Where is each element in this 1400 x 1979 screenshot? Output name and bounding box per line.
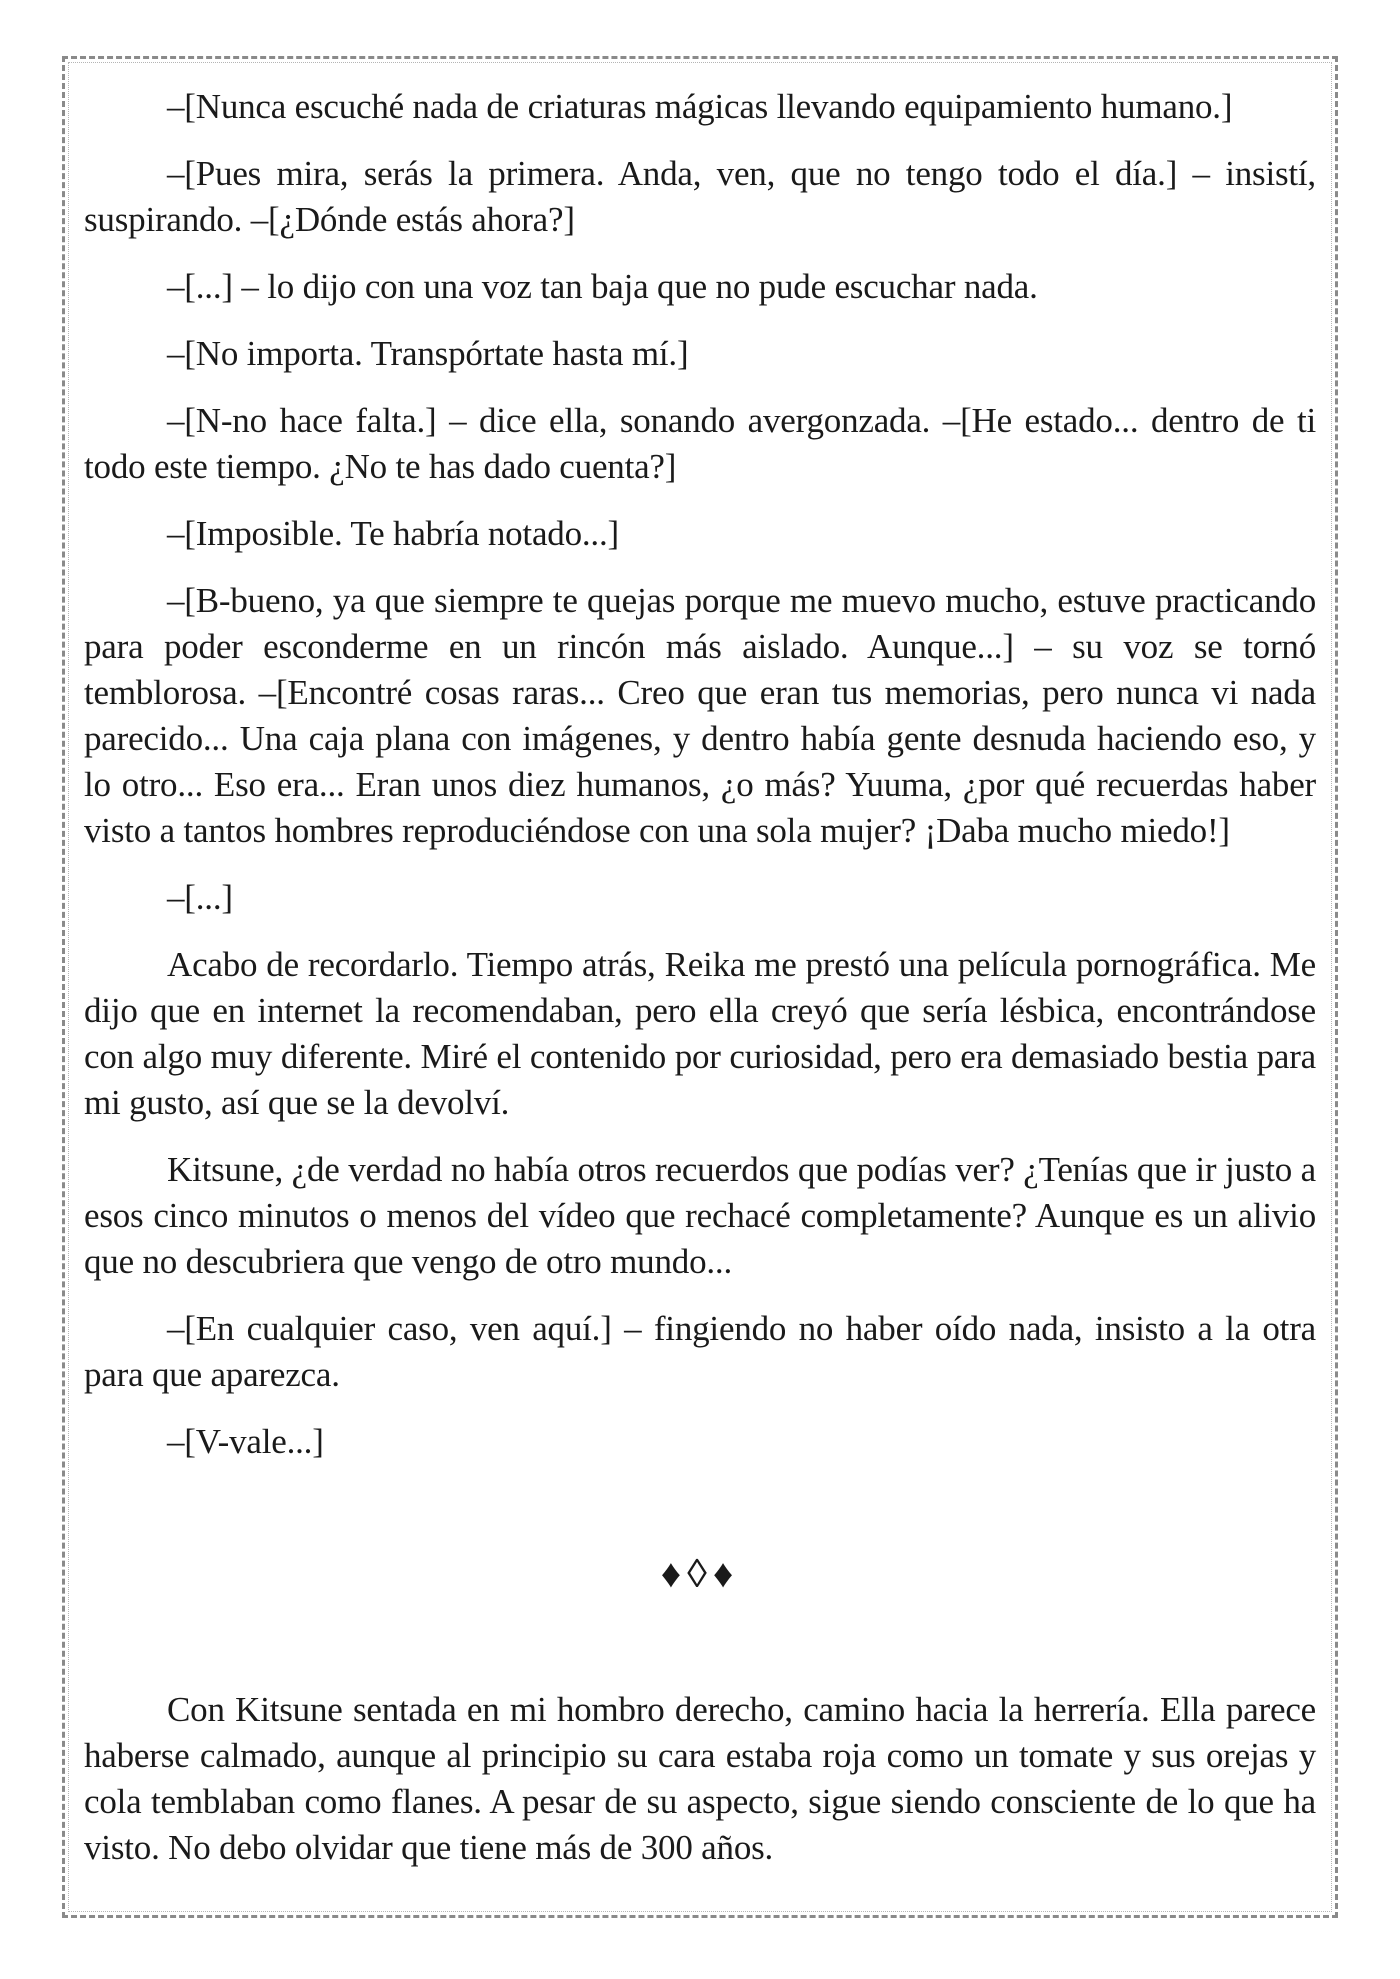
paragraph: –[...]	[167, 878, 233, 917]
paragraph: –[No importa. Transpórtate hasta mí.]	[167, 334, 689, 373]
paragraph: –[Pues mira, serás la primera. Anda, ven, que no tengo todo el día.] – insistí, suspirando. –[¿Dónde estás ahora?]	[84, 154, 1316, 239]
paragraph: –[En cualquier caso, ven aquí.] – fingiendo no haber oído nada, insisto a la otra para que aparezca.	[84, 1309, 1316, 1394]
paragraph: Kitsune, ¿de verdad no había otros recuerdos que podías ver? ¿Tenías que ir justo a esos cinco minutos o menos del vídeo que rechacé completamente? Aunque es un alivio que no descubriera que vengo de otro mundo...	[84, 1150, 1316, 1281]
paragraph: –[Imposible. Te habría notado...]	[167, 514, 619, 553]
paragraph: Con Kitsune sentada en mi hombro derecho, camino hacia la herrería. Ella parece haberse calmado, aunque al principio su cara estaba roja como un tomate y sus orejas y cola temblaban como flanes. A pesar de su aspecto, sigue siendo consciente de lo que ha visto. No debo olvidar que tiene más de 300 años.	[84, 1690, 1316, 1867]
paragraph: Acabo de recordarlo. Tiempo atrás, Reika me prestó una película pornográfica. Me dijo que en internet la recomendaban, pero ella creyó que sería lésbica, encontrándose con algo muy diferente. Miré el contenido por curiosidad, pero era demasiado bestia para mi gusto, así que se la devolví.	[84, 945, 1316, 1122]
scene-break-separator: ♦◊♦	[660, 1551, 740, 1596]
paragraph: –[...] – lo dijo con una voz tan baja que no pude escuchar nada.	[167, 267, 1038, 306]
paragraph: –[V-vale...]	[167, 1422, 324, 1461]
paragraph: –[B-bueno, ya que siempre te quejas porque me muevo mucho, estuve practicando para poder esconderme en un rincón más aislado. Aunque...] – su voz se tornó temblorosa. –[Encontré cosas raras... Creo que eran tus memorias, pero nunca vi nada parecido... Una caja plana con imágenes, y dentro había gente desnuda haciendo eso, y lo otro... Eso era... Eran unos diez humanos, ¿o más? Yuuma, ¿por qué recuerdas haber visto a tantos hombres reproduciéndose con una sola mujer? ¡Daba mucho miedo!]	[84, 581, 1316, 850]
paragraph: –[Nunca escuché nada de criaturas mágicas llevando equipamiento humano.]	[167, 87, 1233, 126]
document-body	[84, 84, 1316, 1892]
paragraph: –[N-no hace falta.] – dice ella, sonando avergonzada. –[He estado... dentro de ti todo este tiempo. ¿No te has dado cuenta?]	[84, 401, 1316, 486]
